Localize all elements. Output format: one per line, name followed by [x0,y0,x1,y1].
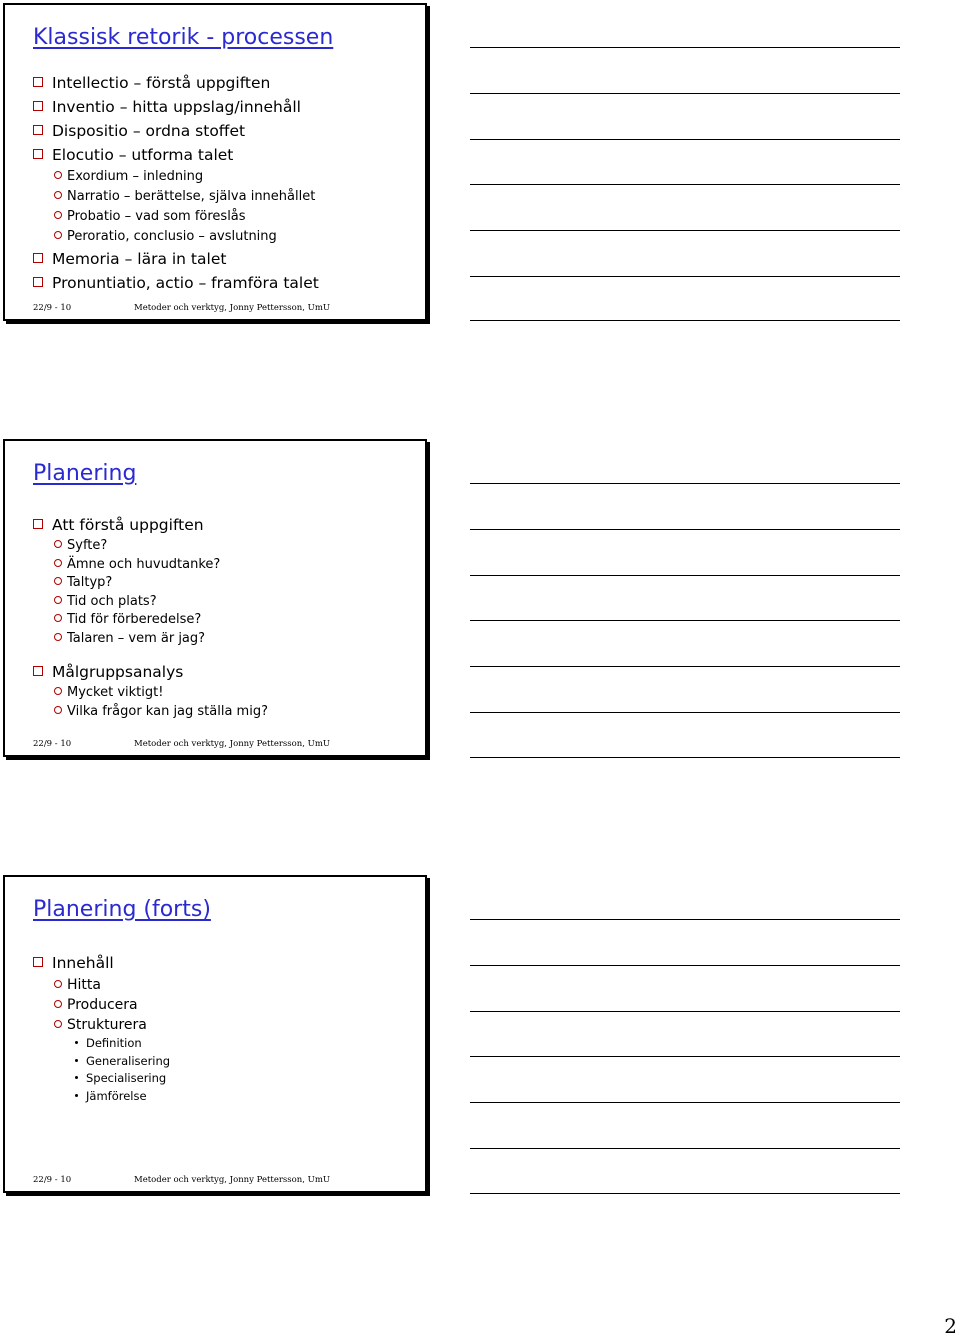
bullet-item: Innehåll [33,951,423,975]
sub-sub-bullet-item: Jämförelse [75,1088,423,1106]
square-bullet-icon [33,77,43,87]
footer-text: Metoder och verktyg, Jonny Pettersson, UmU [134,303,331,313]
slide-title: Planering (forts) [33,897,211,922]
bullet-item: Målgruppsanalys [33,660,423,684]
footer-date: 22/9 - 10 [33,303,72,313]
ring-bullet-icon [54,559,62,567]
dot-bullet-icon [75,1059,78,1062]
note-line [470,1056,900,1057]
ring-bullet-icon [54,633,62,641]
note-line [470,184,900,185]
slide-content [33,951,423,1105]
square-bullet-icon [33,125,43,135]
bullet-item: Memoria – lära in talet [33,247,423,271]
slide-title: Planering [33,461,137,486]
ring-bullet-icon [54,687,62,695]
bullet-item: Inventio – hitta uppslag/innehåll [33,95,423,119]
note-line [470,1011,900,1012]
ring-bullet-icon [54,171,62,179]
sub-bullet-item: Exordium – inledning [54,167,423,187]
dot-bullet-icon [75,1041,78,1044]
sub-bullet-item: Tid för förberedelse? [54,611,423,630]
footer-date: 22/9 - 10 [33,739,72,749]
sub-sub-bullet-item: Specialisering [75,1070,423,1088]
note-line [470,1148,900,1149]
bullet-item: Att förstå uppgiften [33,513,423,537]
note-line [470,965,900,966]
sub-sub-bullet-item: Definition [75,1035,423,1053]
sub-bullet-item: Syfte? [54,537,423,556]
note-line [470,1102,900,1103]
note-line [470,620,900,621]
ring-bullet-icon [54,191,62,199]
ring-bullet-icon [54,540,62,548]
footer-text: Metoder och verktyg, Jonny Pettersson, UmU [134,739,331,749]
note-line [470,320,900,321]
note-line [470,47,900,48]
sub-bullet-item: Hitta [54,975,423,995]
slide-2 [3,439,427,757]
sub-bullet-item: Narratio – berättelse, själva innehållet [54,187,423,207]
slide-title: Klassisk retorik - processen [33,25,334,50]
slide-1 [3,3,427,321]
ring-bullet-icon [54,1000,62,1008]
bullet-item: Dispositio – ordna stoffet [33,119,423,143]
bullet-item: Pronuntiatio, actio – framföra talet [33,271,423,295]
bullet-item: Intellectio – förstå uppgiften [33,71,423,95]
sub-bullet-item: Strukturera [54,1015,423,1035]
sub-bullet-item: Probatio – vad som föreslås [54,207,423,227]
square-bullet-icon [33,519,43,529]
note-line [470,919,900,920]
note-line [470,139,900,140]
square-bullet-icon [33,149,43,159]
ring-bullet-icon [54,614,62,622]
sub-bullet-item: Talaren – vem är jag? [54,630,423,649]
note-line [470,529,900,530]
sub-bullet-item: Producera [54,995,423,1015]
ring-bullet-icon [54,211,62,219]
sub-bullet-item: Vilka frågor kan jag ställa mig? [54,703,423,722]
ring-bullet-icon [54,596,62,604]
spacer [33,648,423,660]
note-line [470,757,900,758]
ring-bullet-icon [54,706,62,714]
square-bullet-icon [33,253,43,263]
note-line [470,276,900,277]
sub-bullet-item: Tid och plats? [54,593,423,612]
sub-bullet-item: Ämne och huvudtanke? [54,556,423,575]
ring-bullet-icon [54,231,62,239]
dot-bullet-icon [75,1076,78,1079]
ring-bullet-icon [54,577,62,585]
slide-3 [3,875,427,1193]
square-bullet-icon [33,957,43,967]
square-bullet-icon [33,277,43,287]
slide-footer [33,303,330,313]
sub-bullet-item: Mycket viktigt! [54,684,423,703]
note-line [470,1193,900,1194]
footer-date: 22/9 - 10 [33,1175,72,1185]
note-line [470,93,900,94]
page-number: 2 [944,1314,957,1338]
slide-footer [33,1175,330,1185]
sub-bullet-item: Peroratio, conclusio – avslutning [54,227,423,247]
note-line [470,575,900,576]
sub-bullet-item: Taltyp? [54,574,423,593]
slide-content [33,71,423,295]
note-line [470,712,900,713]
note-line [470,230,900,231]
sub-sub-bullet-item: Generalisering [75,1053,423,1071]
ring-bullet-icon [54,1020,62,1028]
note-line [470,666,900,667]
ring-bullet-icon [54,980,62,988]
dot-bullet-icon [75,1094,78,1097]
slide-footer [33,739,330,749]
note-line [470,483,900,484]
square-bullet-icon [33,101,43,111]
slide-content [33,513,423,721]
footer-text: Metoder och verktyg, Jonny Pettersson, UmU [134,1175,331,1185]
square-bullet-icon [33,666,43,676]
bullet-item: Elocutio – utforma talet [33,143,423,167]
